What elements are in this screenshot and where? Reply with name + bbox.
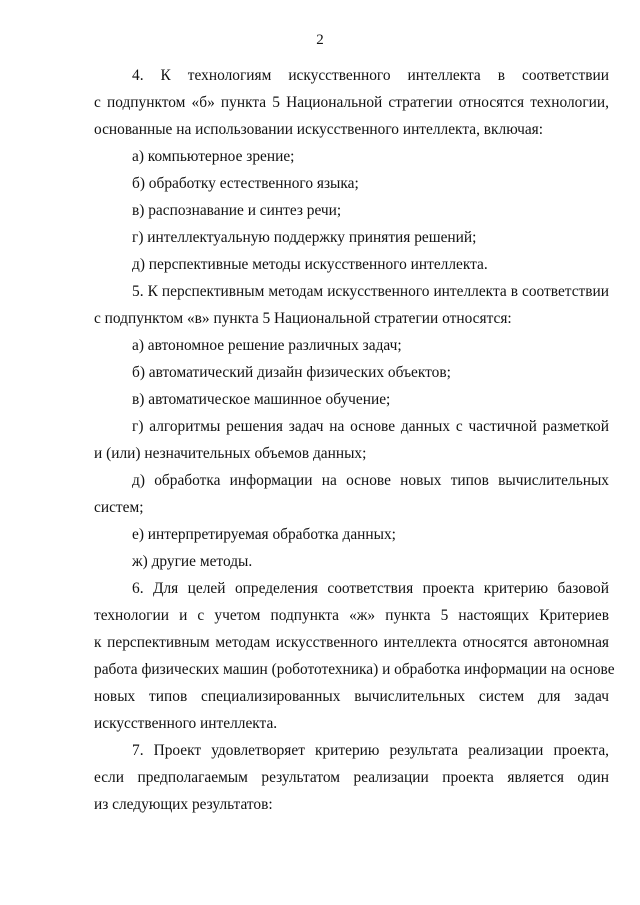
list-item: г) интеллектуальную поддержку принятия решений;	[132, 229, 477, 246]
text-line: и (или) незначительных объемов данных;	[94, 445, 367, 462]
list-item: б) обработку естественного языка;	[132, 175, 359, 192]
paragraph-7	[94, 737, 609, 818]
text-line: 4. К технологиям искусственного интеллекта в соответствии	[132, 67, 609, 84]
list-item: а) автономное решение различных задач;	[132, 337, 402, 354]
text-line: если предполагаемым результатом реализации проекта является один	[94, 769, 609, 786]
page-number: 2	[316, 32, 324, 48]
list-item: б) автоматический дизайн физических объектов;	[132, 364, 451, 381]
text-line: основанные на использовании искусственного интеллекта, включая:	[94, 121, 544, 138]
text-line: с подпунктом «б» пункта 5 Национальной стратегии относятся технологии,	[94, 94, 609, 111]
list-item	[94, 413, 609, 467]
text-line: к перспективным методам искусственного интеллекта относятся автономная	[94, 634, 609, 651]
list-item: а) компьютерное зрение;	[132, 148, 295, 165]
list-item: д) перспективные методы искусственного интеллекта.	[132, 256, 488, 273]
text-line: искусственного интеллекта.	[94, 715, 278, 732]
text-line: технологии и с учетом подпункта «ж» пункта 5 настоящих Критериев	[94, 607, 609, 624]
text-line: систем;	[94, 499, 144, 516]
list-item	[94, 467, 609, 521]
text-line: с подпунктом «в» пункта 5 Национальной стратегии относятся:	[94, 310, 512, 327]
paragraph-5	[94, 278, 609, 332]
paragraph-6	[94, 575, 615, 737]
list-item: в) автоматическое машинное обучение;	[132, 391, 391, 408]
list-item: е) интерпретируемая обработка данных;	[132, 526, 396, 543]
text-line: 5. К перспективным методам искусственного интеллекта в соответствии	[132, 283, 609, 300]
list-item: ж) другие методы.	[132, 553, 253, 570]
paragraph-4	[94, 62, 609, 143]
text-line: д) обработка информации на основе новых типов вычислительных	[132, 472, 609, 489]
document-body	[94, 62, 615, 818]
text-line: новых типов специализированных вычислительных систем для задач	[94, 688, 609, 705]
text-line: 6. Для целей определения соответствия проекта критерию базовой	[132, 580, 609, 597]
text-line: 7. Проект удовлетворяет критерию результата реализации проекта,	[132, 742, 609, 759]
text-line: работа физических машин (робототехника) и обработка информации на основе	[94, 661, 615, 678]
text-line: из следующих результатов:	[94, 796, 273, 813]
list-item: в) распознавание и синтез речи;	[132, 202, 342, 219]
text-line: г) алгоритмы решения задач на основе данных с частичной разметкой	[132, 418, 609, 435]
